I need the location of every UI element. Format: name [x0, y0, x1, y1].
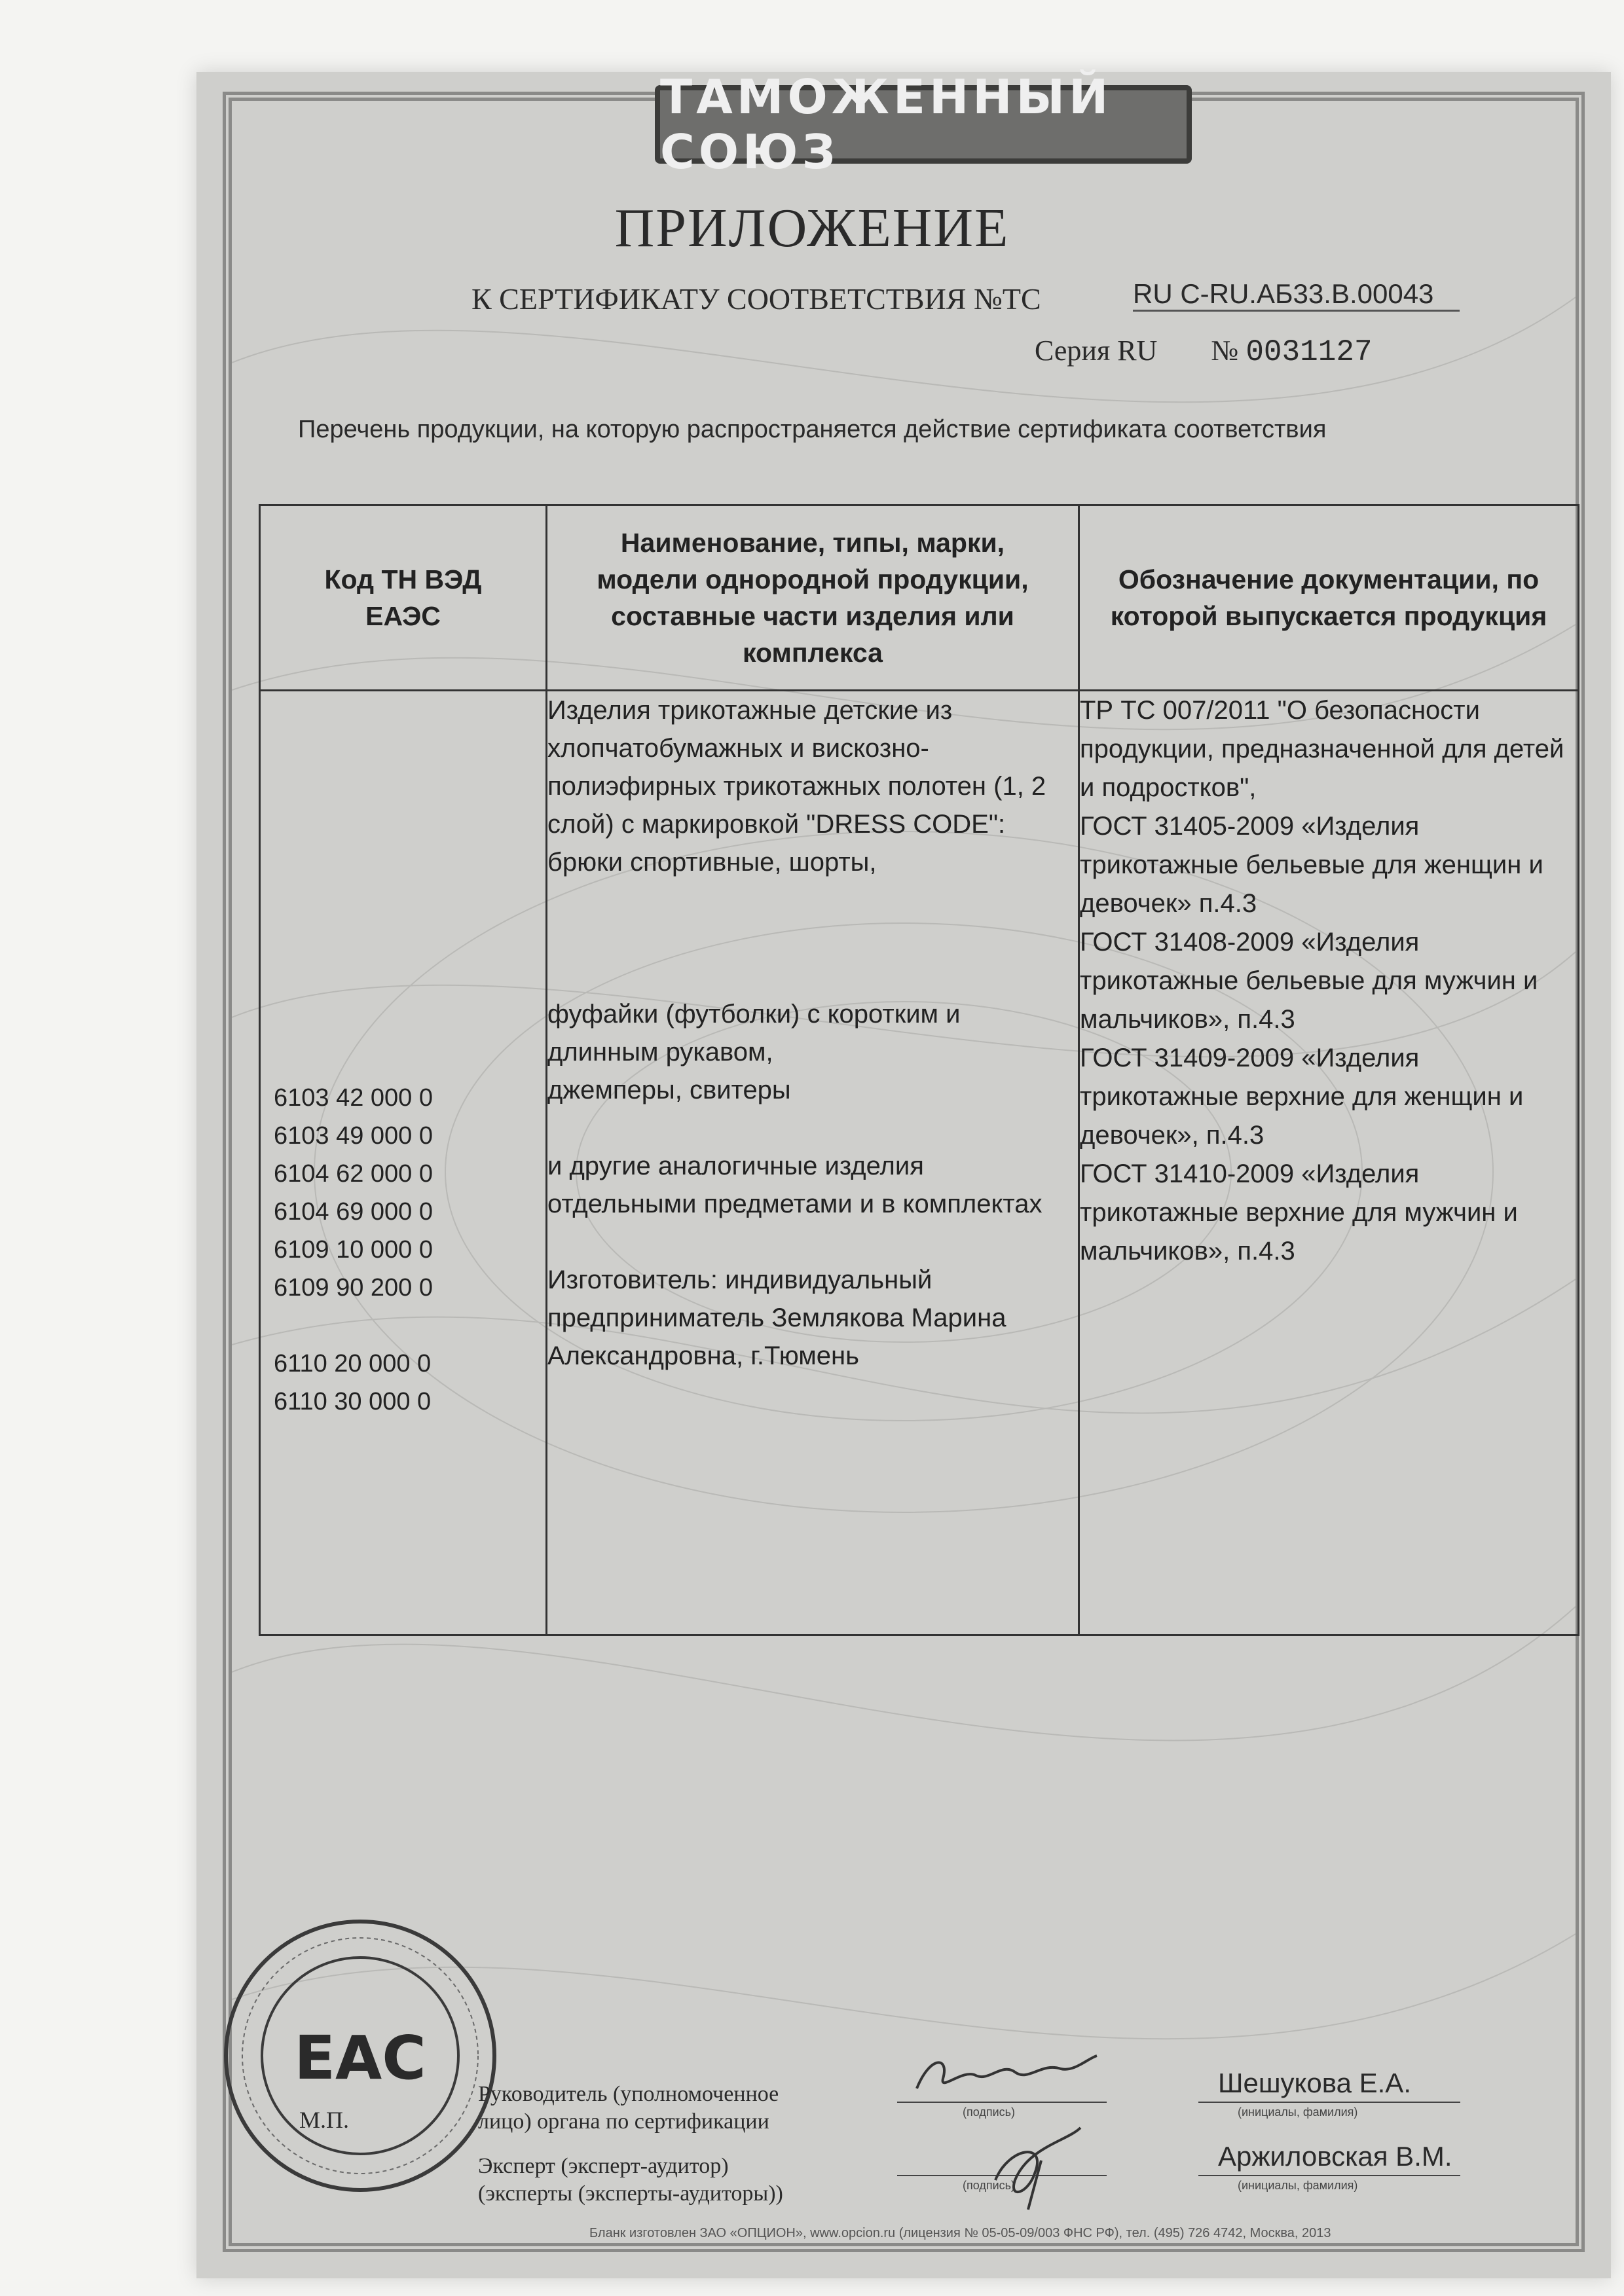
series-label: Серия RU	[1035, 335, 1158, 367]
names-item: брюки спортивные, шорты,	[547, 848, 877, 877]
series-line	[1035, 334, 1373, 369]
header-code-text: Код ТН ВЭД ЕАЭС	[324, 564, 482, 631]
customs-union-banner	[655, 69, 1192, 179]
mp-label: М.П.	[299, 2107, 350, 2133]
header-code	[260, 505, 547, 691]
head-sign-caption: (подпись)	[963, 2105, 1016, 2119]
header-name-text: Наименование, типы, марки, модели однородной продукции, составные части изделия или комплекса	[597, 528, 1029, 668]
certification-stamp	[216, 1912, 504, 2200]
banner-text: ТАМОЖЕННЫЙ СОЮЗ	[660, 69, 1113, 179]
doc-item: ГОСТ 31410-2009 «Изделия трикотажные верхние для мужчин и мальчиков», п.4.3	[1080, 1159, 1518, 1266]
head-label-2: лицо) органа по сертификации	[478, 2109, 769, 2134]
table-header-row	[260, 505, 1579, 691]
head-label-1: Руководитель (уполномоченное	[478, 2082, 779, 2106]
code-item: 6104 62 000 0	[274, 1160, 434, 1188]
codes-list	[274, 1079, 433, 1421]
expert-label-2: (эксперты (эксперты-аудиторы))	[478, 2181, 783, 2206]
expert-sign-caption: (подпись)	[963, 2179, 1016, 2192]
header-docs-text: Обозначение документации, по которой выпускается продукция	[1110, 564, 1547, 631]
product-list-intro: Перечень продукции, на которую распространяется действие сертификата соответствия	[298, 416, 1327, 443]
head-sign-line	[897, 2102, 1107, 2103]
expert-label-1: Эксперт (эксперт-аудитор)	[478, 2154, 729, 2178]
table-row	[260, 691, 1579, 1635]
expert-signature	[969, 2121, 1100, 2213]
head-name-caption: (инициалы, фамилия)	[1238, 2105, 1358, 2119]
doc-item: ГОСТ 31409-2009 «Изделия трикотажные верхние для женщин и девочек», п.4.3	[1080, 1044, 1524, 1150]
expert-name-caption: (инициалы, фамилия)	[1238, 2179, 1358, 2192]
head-signature	[904, 2043, 1100, 2102]
expert-name-line	[1198, 2175, 1460, 2176]
code-item: 6109 10 000 0	[274, 1236, 434, 1264]
header-docs	[1079, 505, 1579, 691]
names-item: и другие аналогичные изделия отдельными предметами и в комплектах	[547, 1152, 1043, 1218]
serial-number: 0031127	[1246, 335, 1373, 369]
codes-cell	[260, 691, 547, 1635]
doc-item: ТР ТС 007/2011 "О безопасности продукции, предназначенной для детей и подростков",	[1080, 696, 1564, 802]
names-item: джемперы, свитеры	[547, 1076, 791, 1104]
certificate-label: К СЕРТИФИКАТУ СООТВЕТСТВИЯ №ТС	[471, 282, 1041, 316]
doc-item: ГОСТ 31405-2009 «Изделия трикотажные бельевые для женщин и девочек» п.4.3	[1080, 812, 1543, 918]
product-table	[259, 504, 1579, 1636]
names-intro: Изделия трикотажные детские из хлопчатобумажных и вискозно-полиэфирных трикотажных полотен (1, 2 слой) с маркировкой "DRESS CODE":	[547, 696, 1046, 839]
code-item: 6110 20 000 0	[274, 1350, 432, 1377]
head-name-line	[1198, 2102, 1460, 2103]
header-name	[547, 505, 1079, 691]
names-item: фуфайки (футболки) с коротким и длинным рукавом,	[547, 1000, 961, 1066]
expert-name: Аржиловская В.М.	[1218, 2141, 1452, 2172]
doc-item: ГОСТ 31408-2009 «Изделия трикотажные бельевые для мужчин и мальчиков», п.4.3	[1080, 928, 1538, 1034]
certificate-number: RU C-RU.АБ33.В.00043	[1133, 278, 1460, 312]
code-item: 6109 90 200 0	[274, 1274, 434, 1302]
page-title: ПРИЛОЖЕНИЕ	[614, 198, 1010, 259]
code-item: 6104 69 000 0	[274, 1198, 434, 1226]
manufacturer: Изготовитель: индивидуальный предприниматель Землякова Марина Александровна, г.Тюмень	[547, 1266, 1006, 1370]
number-label: №	[1211, 335, 1239, 367]
code-item: 6103 49 000 0	[274, 1122, 434, 1150]
form-footer: Бланк изготовлен ЗАО «ОПЦИОН», www.opcion.ru (лицензия № 05-05-09/003 ФНС РФ), тел. (495) 726 4742, Москва, 2013	[589, 2226, 1331, 2240]
head-name: Шешукова Е.А.	[1218, 2068, 1411, 2098]
eac-logo: ЕАС	[294, 2023, 426, 2093]
code-item: 6103 42 000 0	[274, 1084, 434, 1112]
docs-cell	[1079, 691, 1579, 1635]
code-item: 6110 30 000 0	[274, 1388, 432, 1415]
names-cell	[547, 691, 1079, 1635]
